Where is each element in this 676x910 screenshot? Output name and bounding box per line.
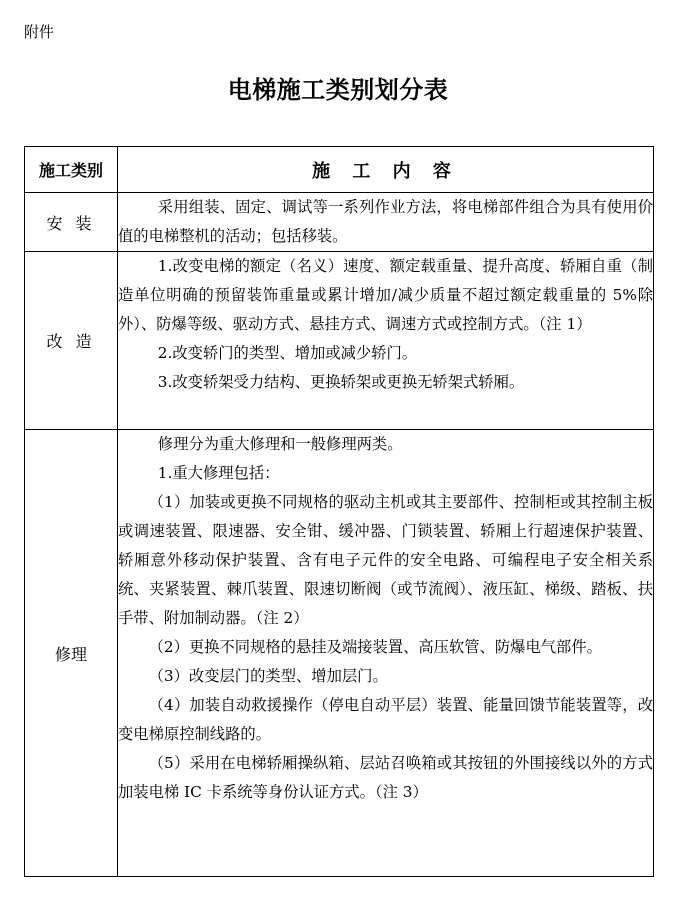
content-paragraph: （5）采用在电梯轿厢操纵箱、层站召唤箱或其按钮的外围接线以外的方式加装电梯 IC 卡系统等身份认证方式。（注 3） bbox=[118, 754, 653, 801]
category-installation: 安 装 bbox=[25, 193, 118, 252]
document-title: 电梯施工类别划分表 bbox=[227, 76, 449, 104]
content-installation bbox=[118, 193, 654, 252]
content-paragraph: （3）改变层门的类型、增加层门。 bbox=[148, 667, 388, 685]
content-paragraph: 采用组装、固定、调试等一系列作业方法，将电梯部件组合为具有使用价值的电梯整机的活动；包括移装。 bbox=[118, 198, 653, 245]
attachment-label: 附件 bbox=[24, 23, 55, 41]
content-paragraph: （2）更换不同规格的悬挂及端接装置、高压软管、防爆电气部件。 bbox=[148, 638, 602, 656]
table-header-row bbox=[25, 147, 654, 193]
header-category: 施工类别 bbox=[25, 147, 118, 193]
content-paragraph: （4）加装自动救援操作（停电自动平层）装置、能量回馈节能装置等，改变电梯原控制线路的。 bbox=[118, 696, 653, 743]
content-paragraph: 修理分为重大修理和一般修理两类。 bbox=[157, 435, 403, 453]
table-row-repair bbox=[25, 430, 654, 877]
content-paragraph: （1）加装或更换不同规格的驱动主机或其主要部件、控制柜或其控制主板或调速装置、限速器、安全钳、缓冲器、门锁装置、轿厢上行超速保护装置、轿厢意外移动保护装置、含有电子元件的安全电路、可编程电子安全相关系统、夹紧装置、棘爪装置、限速切断阀（或节流阀）、液压缸、梯级、踏板、扶手带、附加制动器。（注 2） bbox=[118, 493, 653, 627]
table-row-installation bbox=[25, 193, 654, 252]
content-paragraph: 2.改变轿门的类型、增加或减少轿门。 bbox=[157, 344, 418, 362]
category-repair: 修理 bbox=[25, 430, 118, 877]
content-paragraph: 3.改变轿架受力结构、更换轿架或更换无轿架式轿厢。 bbox=[157, 373, 525, 391]
category-modification: 改 造 bbox=[25, 252, 118, 430]
header-content: 施 工 内 容 bbox=[118, 147, 654, 193]
content-paragraph: 1.重大修理包括： bbox=[157, 464, 280, 482]
content-modification bbox=[118, 252, 654, 430]
construction-category-table bbox=[24, 146, 654, 877]
table-row-modification bbox=[25, 252, 654, 430]
content-repair bbox=[118, 430, 654, 877]
content-paragraph: 1.改变电梯的额定（名义）速度、额定载重量、提升高度、轿厢自重（制造单位明确的预留装饰重量或累计增加/减少质量不超过额定载重量的 5%除外）、防爆等级、驱动方式、悬挂方式、调速方式或控制方式。（注 1） bbox=[118, 257, 653, 333]
